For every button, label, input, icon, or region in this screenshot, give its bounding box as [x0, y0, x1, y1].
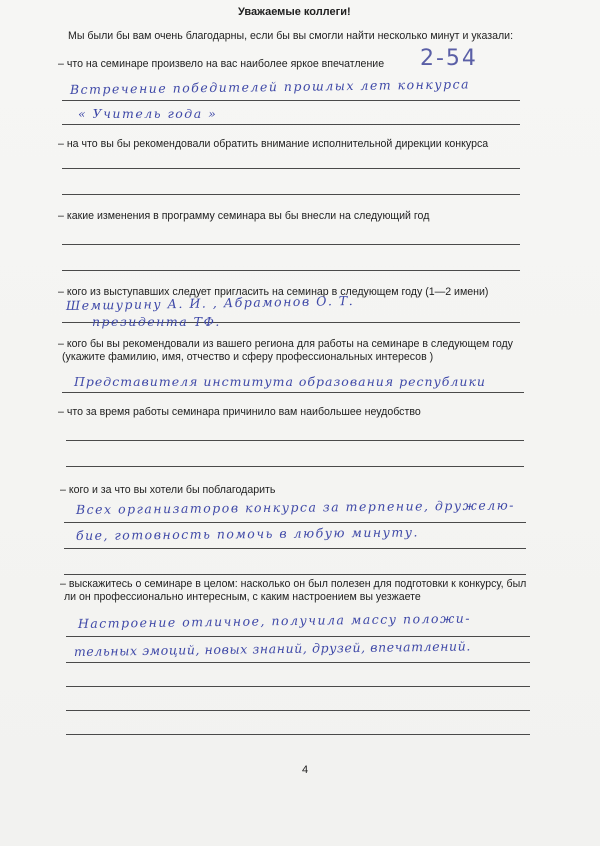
question-6: – что за время работы семинара причинило вам наибольшее неудобство — [58, 406, 421, 418]
question-5-line-2: (укажите фамилию, имя, отчество и сферу профессиональных интересов ) — [62, 351, 434, 363]
question-3: – какие изменения в программу семинара вы бы внесли на следующий год — [58, 210, 430, 222]
form-code: 2-54 — [420, 46, 478, 71]
answer-line — [64, 548, 526, 549]
answer-8-line-2: тельных эмоций, новых знаний, друзей, впечатлений. — [73, 638, 471, 659]
answer-line — [62, 168, 520, 169]
question-8-line-2: ли он профессионально интересным, с каким настроением вы уезжаете — [64, 591, 421, 603]
question-5-line-1: – кого бы вы рекомендовали из вашего региона для работы на семинаре в следующем году — [58, 338, 513, 350]
answer-1-line-2: « Учитель года » — [78, 106, 218, 121]
answer-line — [62, 194, 520, 195]
answer-line — [66, 734, 530, 735]
intro-text: Мы были бы вам очень благодарны, если бы вы смогли найти несколько минут и указали: — [68, 30, 514, 42]
answer-line — [62, 392, 524, 393]
answer-line — [64, 574, 526, 575]
answer-line — [62, 124, 520, 125]
answer-7-line-2: бие, готовность помочь в любую минуту. — [75, 524, 419, 543]
answer-line — [66, 710, 530, 711]
question-1: – что на семинаре произвело на вас наиболее яркое впечатление — [58, 58, 385, 70]
answer-line — [66, 440, 524, 441]
answer-line — [66, 636, 530, 637]
answer-4-line-1: Шемшурину А. И. , Абрамонов О. Т. — [65, 292, 355, 313]
page-title: Уважаемые коллеги! — [238, 6, 351, 18]
answer-line — [66, 686, 530, 687]
answer-7-line-1: Всех организаторов конкурса за терпение, дружелю- — [75, 497, 516, 517]
page-number: 4 — [302, 764, 309, 776]
answer-line — [66, 466, 524, 467]
question-4: – кого из выступавших следует пригласить на семинар в следующем году (1—2 имени) — [58, 286, 489, 298]
answer-line — [62, 100, 520, 101]
question-2: – на что вы бы рекомендовали обратить внимание исполнительной дирекции конкурса — [58, 138, 489, 150]
answer-line — [62, 244, 520, 245]
answer-5-line-1: Представителя института образования республики — [74, 374, 486, 389]
answer-1-line-1: Встречение победителей прошлых лет конкурса — [69, 76, 471, 97]
answer-8-line-1: Настроение отличное, получила массу положи- — [77, 610, 472, 631]
question-8-line-1: – выскажитесь о семинаре в целом: насколько он был полезен для подготовки к конкурсу, был — [60, 578, 527, 590]
answer-line — [62, 270, 520, 271]
answer-line — [64, 522, 526, 523]
answer-line — [66, 662, 530, 663]
answer-4-line-2: президента ТФ. — [92, 314, 221, 329]
question-7: – кого и за что вы хотели бы поблагодарить — [60, 484, 276, 496]
